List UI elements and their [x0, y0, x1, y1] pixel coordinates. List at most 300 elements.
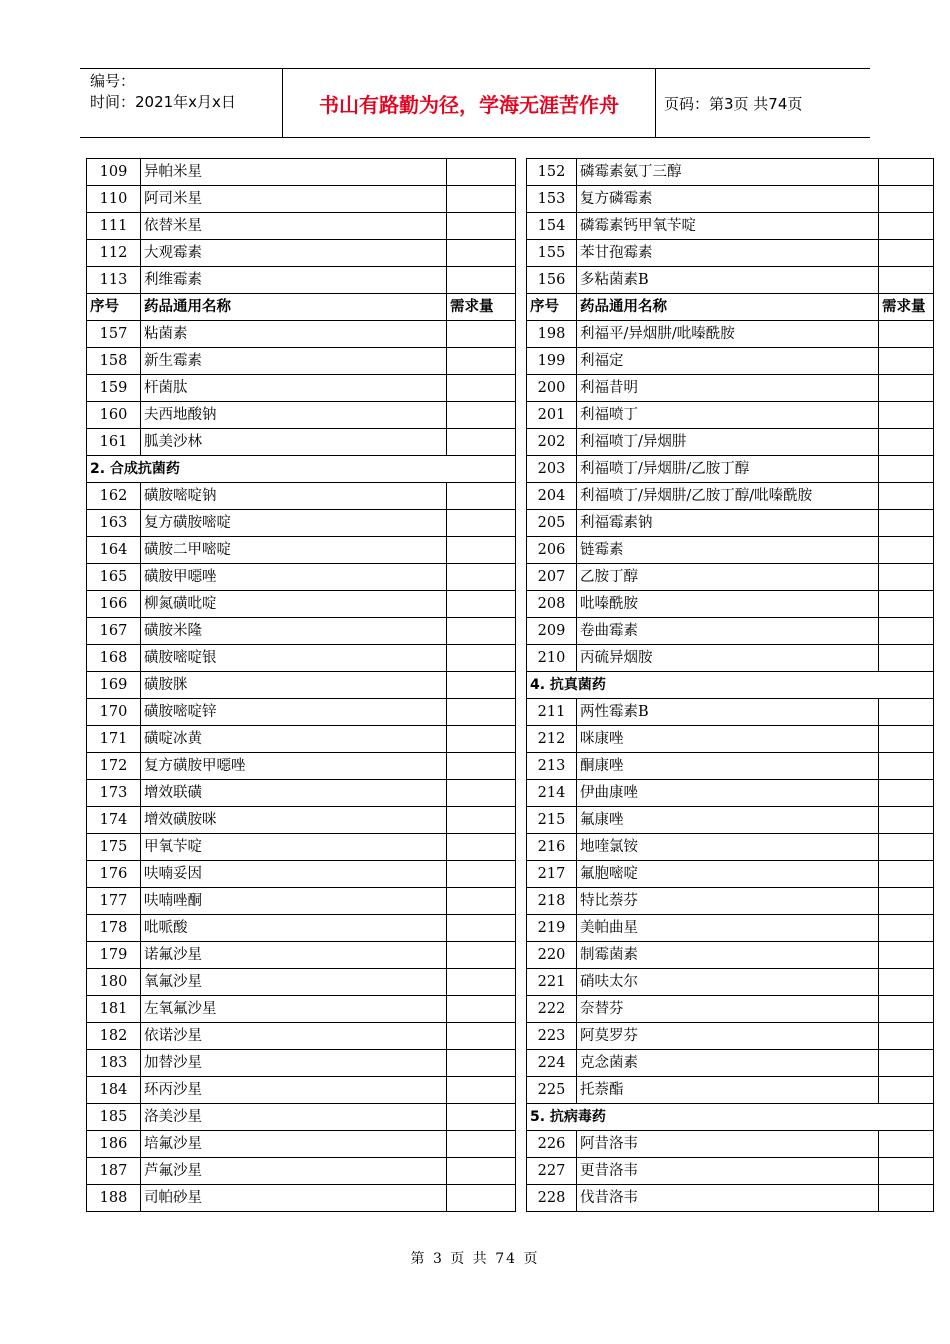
table-row [87, 780, 516, 807]
row-number: 211 [527, 699, 577, 726]
motto: 书山有路勤为径，学海无涯苦作舟 [282, 69, 656, 137]
drug-name: 磺胺脒 [141, 672, 447, 699]
quantity-cell[interactable] [879, 348, 934, 375]
quantity-cell[interactable] [447, 1185, 516, 1212]
drug-name: 磺胺嘧啶锌 [141, 699, 447, 726]
quantity-cell[interactable] [447, 996, 516, 1023]
table-row [527, 915, 934, 942]
section-heading-row [527, 1104, 934, 1131]
row-number: 219 [527, 915, 577, 942]
drug-name: 环丙沙星 [141, 1077, 447, 1104]
table-row [527, 1185, 934, 1212]
row-number: 172 [87, 753, 141, 780]
quantity-cell[interactable] [447, 186, 516, 213]
row-number: 183 [87, 1050, 141, 1077]
row-number: 203 [527, 456, 577, 483]
row-number: 170 [87, 699, 141, 726]
table-row [527, 240, 934, 267]
table-row [527, 807, 934, 834]
quantity-cell[interactable] [879, 915, 934, 942]
quantity-cell[interactable] [447, 861, 516, 888]
table-row [527, 348, 934, 375]
section-heading-row [527, 672, 934, 699]
quantity-cell[interactable] [447, 618, 516, 645]
table-row [87, 726, 516, 753]
quantity-cell[interactable] [447, 753, 516, 780]
row-number: 185 [87, 1104, 141, 1131]
drug-name: 美帕曲星 [577, 915, 879, 942]
table-row [87, 1131, 516, 1158]
drug-name: 链霉素 [577, 537, 879, 564]
table-row [87, 483, 516, 510]
drug-name: 利福定 [577, 348, 879, 375]
row-number: 158 [87, 348, 141, 375]
table-row [527, 510, 934, 537]
row-number: 205 [527, 510, 577, 537]
row-number: 174 [87, 807, 141, 834]
table-row [527, 402, 934, 429]
drug-name: 增效联磺 [141, 780, 447, 807]
drug-name: 磷霉素钙甲氧苄啶 [577, 213, 879, 240]
drug-name: 氟康唑 [577, 807, 879, 834]
drug-name: 胍美沙林 [141, 429, 447, 456]
quantity-cell[interactable] [447, 240, 516, 267]
row-number: 215 [527, 807, 577, 834]
quantity-cell[interactable] [447, 699, 516, 726]
table-row [87, 591, 516, 618]
drug-name: 伊曲康唑 [577, 780, 879, 807]
row-number: 180 [87, 969, 141, 996]
quantity-cell[interactable] [879, 969, 934, 996]
quantity-cell[interactable] [879, 888, 934, 915]
drug-name: 大观霉素 [141, 240, 447, 267]
drug-name: 利维霉素 [141, 267, 447, 294]
drug-name: 特比萘芬 [577, 888, 879, 915]
row-number: 109 [87, 159, 141, 186]
table-row [527, 456, 934, 483]
drug-name: 克念菌素 [577, 1050, 879, 1077]
quantity-cell[interactable] [879, 240, 934, 267]
drug-name: 增效磺胺咪 [141, 807, 447, 834]
quantity-cell[interactable] [879, 375, 934, 402]
table-row [87, 915, 516, 942]
quantity-cell[interactable] [447, 267, 516, 294]
row-number: 157 [87, 321, 141, 348]
table-row [527, 861, 934, 888]
table-row [527, 834, 934, 861]
quantity-cell[interactable] [447, 645, 516, 672]
table-row [527, 726, 934, 753]
quantity-cell[interactable] [879, 321, 934, 348]
table-row [527, 186, 934, 213]
drug-name: 培氟沙星 [141, 1131, 447, 1158]
row-number: 207 [527, 564, 577, 591]
row-number: 167 [87, 618, 141, 645]
table-row [87, 321, 516, 348]
row-number: 218 [527, 888, 577, 915]
table-row [87, 753, 516, 780]
row-number: 221 [527, 969, 577, 996]
quantity-cell[interactable] [447, 321, 516, 348]
quantity-cell[interactable] [447, 537, 516, 564]
drug-name: 苯甘孢霉素 [577, 240, 879, 267]
quantity-cell[interactable] [879, 1131, 934, 1158]
row-number: 199 [527, 348, 577, 375]
quantity-cell[interactable] [447, 483, 516, 510]
row-number: 113 [87, 267, 141, 294]
row-number: 198 [527, 321, 577, 348]
table-row [87, 942, 516, 969]
quantity-cell[interactable] [879, 429, 934, 456]
drug-name: 托萘酯 [577, 1077, 879, 1104]
quantity-cell[interactable] [879, 1023, 934, 1050]
row-number: 225 [527, 1077, 577, 1104]
table-row [527, 645, 934, 672]
table-row [527, 699, 934, 726]
drug-name: 利福喷丁/异烟肼/乙胺丁醇 [577, 456, 879, 483]
row-number: 165 [87, 564, 141, 591]
quantity-cell[interactable] [879, 1185, 934, 1212]
drug-name: 咪康唑 [577, 726, 879, 753]
row-number: 188 [87, 1185, 141, 1212]
table-row [87, 969, 516, 996]
code-label: 编号： [90, 72, 136, 90]
row-number: 223 [527, 1023, 577, 1050]
quantity-cell[interactable] [447, 942, 516, 969]
row-number: 200 [527, 375, 577, 402]
row-number: 186 [87, 1131, 141, 1158]
table-row [527, 429, 934, 456]
drug-name: 柳氮磺吡啶 [141, 591, 447, 618]
quantity-cell[interactable] [447, 1077, 516, 1104]
row-number: 111 [87, 213, 141, 240]
row-number: 179 [87, 942, 141, 969]
drug-name: 呋喃妥因 [141, 861, 447, 888]
drug-name: 左氧氟沙星 [141, 996, 447, 1023]
table-row [87, 834, 516, 861]
drug-name: 磺啶冰黄 [141, 726, 447, 753]
drug-name: 磺胺嘧啶钠 [141, 483, 447, 510]
row-number: 220 [527, 942, 577, 969]
drug-name: 复方磺胺甲噁唑 [141, 753, 447, 780]
quantity-cell[interactable] [447, 672, 516, 699]
row-number: 176 [87, 861, 141, 888]
table-row [527, 564, 934, 591]
quantity-cell[interactable] [447, 1050, 516, 1077]
table-row [87, 375, 516, 402]
drug-name: 吡哌酸 [141, 915, 447, 942]
drug-name: 利福昔明 [577, 375, 879, 402]
row-number: 226 [527, 1131, 577, 1158]
page-header [80, 68, 870, 138]
quantity-cell[interactable] [447, 213, 516, 240]
row-number: 187 [87, 1158, 141, 1185]
table-row [87, 699, 516, 726]
table-row [87, 159, 516, 186]
section-heading: 2. 合成抗菌药 [87, 456, 516, 483]
drug-name: 依替米星 [141, 213, 447, 240]
table-row [87, 1185, 516, 1212]
quantity-cell[interactable] [447, 1131, 516, 1158]
drug-name: 磺胺米隆 [141, 618, 447, 645]
quantity-cell[interactable] [879, 591, 934, 618]
table-row [87, 564, 516, 591]
drug-name: 杆菌肽 [141, 375, 447, 402]
row-number: 204 [527, 483, 577, 510]
drug-name: 司帕砂星 [141, 1185, 447, 1212]
row-number: 210 [527, 645, 577, 672]
row-number: 213 [527, 753, 577, 780]
drug-name: 利福霉素钠 [577, 510, 879, 537]
table-row [527, 537, 934, 564]
quantity-cell[interactable] [447, 1158, 516, 1185]
page-info: 页码：第3页 共74页 [664, 94, 803, 113]
table-header-row [527, 294, 934, 321]
row-number: 153 [527, 186, 577, 213]
row-number: 212 [527, 726, 577, 753]
drug-name: 异帕米星 [141, 159, 447, 186]
row-number: 222 [527, 996, 577, 1023]
quantity-cell[interactable] [447, 429, 516, 456]
row-number: 217 [527, 861, 577, 888]
quantity-cell[interactable] [447, 564, 516, 591]
row-number: 161 [87, 429, 141, 456]
drug-name: 甲氧苄啶 [141, 834, 447, 861]
drug-name: 芦氟沙星 [141, 1158, 447, 1185]
table-row [527, 942, 934, 969]
row-number: 166 [87, 591, 141, 618]
table-row [87, 1050, 516, 1077]
drug-name: 多粘菌素B [577, 267, 879, 294]
table-row [527, 753, 934, 780]
quantity-cell[interactable] [879, 510, 934, 537]
row-number: 184 [87, 1077, 141, 1104]
table-row [87, 672, 516, 699]
table-row [527, 1050, 934, 1077]
drug-name: 硝呋太尔 [577, 969, 879, 996]
quantity-cell[interactable] [879, 213, 934, 240]
table-row [87, 510, 516, 537]
table-row [527, 483, 934, 510]
quantity-cell[interactable] [447, 780, 516, 807]
quantity-cell[interactable] [447, 969, 516, 996]
quantity-cell[interactable] [447, 726, 516, 753]
quantity-cell[interactable] [447, 510, 516, 537]
table-row [87, 402, 516, 429]
table-row [87, 240, 516, 267]
table-row [87, 186, 516, 213]
table-row [527, 375, 934, 402]
col-header-qty: 需求量 [879, 294, 934, 321]
quantity-cell[interactable] [447, 402, 516, 429]
row-number: 208 [527, 591, 577, 618]
row-number: 228 [527, 1185, 577, 1212]
quantity-cell[interactable] [879, 456, 934, 483]
quantity-cell[interactable] [879, 483, 934, 510]
row-number: 163 [87, 510, 141, 537]
drug-name: 两性霉素B [577, 699, 879, 726]
table-row [87, 807, 516, 834]
quantity-cell[interactable] [879, 942, 934, 969]
row-number: 112 [87, 240, 141, 267]
page-footer: 第 3 页 共 74 页 [410, 1251, 540, 1267]
row-number: 201 [527, 402, 577, 429]
drug-table-left [86, 158, 516, 1212]
drug-name: 伐昔洛韦 [577, 1185, 879, 1212]
drug-table-right [526, 158, 934, 1212]
row-number: 171 [87, 726, 141, 753]
quantity-cell[interactable] [879, 1158, 934, 1185]
drug-name: 依诺沙星 [141, 1023, 447, 1050]
section-heading: 4. 抗真菌药 [527, 672, 934, 699]
drug-name: 利福喷丁 [577, 402, 879, 429]
quantity-cell[interactable] [879, 834, 934, 861]
quantity-cell[interactable] [879, 267, 934, 294]
quantity-cell[interactable] [879, 861, 934, 888]
drug-name: 新生霉素 [141, 348, 447, 375]
row-number: 159 [87, 375, 141, 402]
table-row [87, 1077, 516, 1104]
row-number: 173 [87, 780, 141, 807]
drug-name: 丙硫异烟胺 [577, 645, 879, 672]
quantity-cell[interactable] [879, 537, 934, 564]
quantity-cell[interactable] [447, 1023, 516, 1050]
drug-name: 诺氟沙星 [141, 942, 447, 969]
quantity-cell[interactable] [447, 159, 516, 186]
quantity-cell[interactable] [447, 348, 516, 375]
drug-name: 氟胞嘧啶 [577, 861, 879, 888]
col-header-name: 药品通用名称 [141, 294, 447, 321]
quantity-cell[interactable] [879, 564, 934, 591]
table-row [527, 888, 934, 915]
table-row [87, 996, 516, 1023]
table-row [527, 159, 934, 186]
quantity-cell[interactable] [879, 159, 934, 186]
table-row [527, 1023, 934, 1050]
table-row [87, 537, 516, 564]
quantity-cell[interactable] [447, 1104, 516, 1131]
row-number: 177 [87, 888, 141, 915]
table-row [527, 321, 934, 348]
row-number: 181 [87, 996, 141, 1023]
quantity-cell[interactable] [879, 780, 934, 807]
drug-name: 复方磺胺嘧啶 [141, 510, 447, 537]
table-row [87, 1023, 516, 1050]
table-header-row [87, 294, 516, 321]
col-header-no: 序号 [87, 294, 141, 321]
quantity-cell[interactable] [447, 834, 516, 861]
quantity-cell[interactable] [879, 618, 934, 645]
drug-name: 乙胺丁醇 [577, 564, 879, 591]
row-number: 175 [87, 834, 141, 861]
row-number: 156 [527, 267, 577, 294]
row-number: 168 [87, 645, 141, 672]
row-number: 178 [87, 915, 141, 942]
drug-name: 利福喷丁/异烟肼/乙胺丁醇/吡嗪酰胺 [577, 483, 879, 510]
quantity-cell[interactable] [879, 807, 934, 834]
row-number: 209 [527, 618, 577, 645]
section-heading: 5. 抗病毒药 [527, 1104, 934, 1131]
table-row [527, 1077, 934, 1104]
quantity-cell[interactable] [447, 915, 516, 942]
col-header-no: 序号 [527, 294, 577, 321]
drug-name: 地喹氯铵 [577, 834, 879, 861]
table-row [527, 618, 934, 645]
table-row [527, 1158, 934, 1185]
table-row [527, 1131, 934, 1158]
drug-name: 利福平/异烟肼/吡嗪酰胺 [577, 321, 879, 348]
table-row [87, 1104, 516, 1131]
quantity-cell[interactable] [447, 888, 516, 915]
row-number: 216 [527, 834, 577, 861]
drug-name: 粘菌素 [141, 321, 447, 348]
col-header-qty: 需求量 [447, 294, 516, 321]
quantity-cell[interactable] [879, 699, 934, 726]
time-label: 时间：2021年x月x日 [90, 93, 236, 111]
row-number: 227 [527, 1158, 577, 1185]
table-row [87, 429, 516, 456]
row-number: 182 [87, 1023, 141, 1050]
quantity-cell[interactable] [879, 1050, 934, 1077]
row-number: 169 [87, 672, 141, 699]
drug-name: 呋喃唑酮 [141, 888, 447, 915]
drug-name: 磷霉素氨丁三醇 [577, 159, 879, 186]
table-row [527, 996, 934, 1023]
row-number: 152 [527, 159, 577, 186]
quantity-cell[interactable] [879, 186, 934, 213]
quantity-cell[interactable] [879, 1077, 934, 1104]
table-row [87, 348, 516, 375]
drug-name: 磺胺嘧啶银 [141, 645, 447, 672]
quantity-cell[interactable] [879, 753, 934, 780]
quantity-cell[interactable] [447, 375, 516, 402]
drug-name: 磺胺二甲嘧啶 [141, 537, 447, 564]
row-number: 206 [527, 537, 577, 564]
drug-name: 制霉菌素 [577, 942, 879, 969]
quantity-cell[interactable] [879, 402, 934, 429]
col-header-name: 药品通用名称 [577, 294, 879, 321]
drug-name: 复方磷霉素 [577, 186, 879, 213]
quantity-cell[interactable] [879, 726, 934, 753]
table-row [87, 645, 516, 672]
drug-name: 磺胺甲噁唑 [141, 564, 447, 591]
quantity-cell[interactable] [879, 996, 934, 1023]
section-heading-row [87, 456, 516, 483]
drug-name: 卷曲霉素 [577, 618, 879, 645]
table-row [527, 591, 934, 618]
row-number: 155 [527, 240, 577, 267]
drug-name: 阿昔洛韦 [577, 1131, 879, 1158]
quantity-cell[interactable] [879, 645, 934, 672]
drug-name: 夫西地酸钠 [141, 402, 447, 429]
table-row [527, 780, 934, 807]
drug-name: 阿司米星 [141, 186, 447, 213]
table-row [527, 267, 934, 294]
table-row [87, 1158, 516, 1185]
drug-name: 更昔洛韦 [577, 1158, 879, 1185]
row-number: 160 [87, 402, 141, 429]
quantity-cell[interactable] [447, 807, 516, 834]
drug-name: 洛美沙星 [141, 1104, 447, 1131]
row-number: 224 [527, 1050, 577, 1077]
row-number: 110 [87, 186, 141, 213]
drug-name: 奈替芬 [577, 996, 879, 1023]
drug-name: 利福喷丁/异烟肼 [577, 429, 879, 456]
row-number: 154 [527, 213, 577, 240]
quantity-cell[interactable] [447, 591, 516, 618]
row-number: 214 [527, 780, 577, 807]
row-number: 162 [87, 483, 141, 510]
